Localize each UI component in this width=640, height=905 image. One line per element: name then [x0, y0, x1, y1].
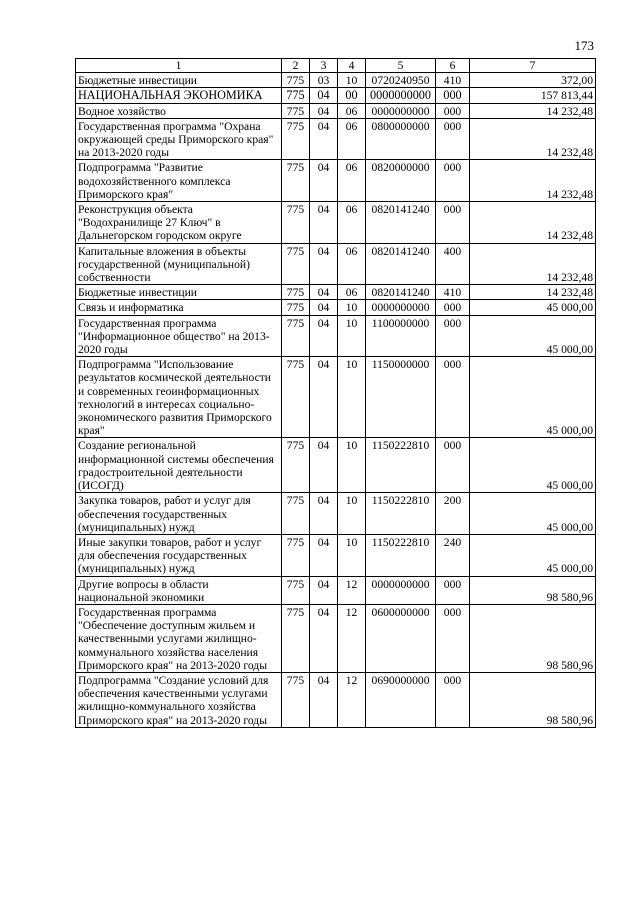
amount-cell: 98 580,96 — [470, 576, 596, 604]
admin-code-cell: 775 — [282, 73, 310, 88]
section-code-cell: 04 — [310, 285, 338, 300]
subsection-code-cell: 10 — [338, 73, 366, 88]
table-row — [76, 285, 596, 300]
table-row — [76, 160, 596, 202]
table-row — [76, 88, 596, 103]
item-name-cell: Капитальные вложения в объекты государственной (муниципальной) собственности — [76, 243, 282, 285]
item-name-cell: Другие вопросы в области национальной экономики — [76, 576, 282, 604]
amount-cell: 372,00 — [470, 73, 596, 88]
header-cell: 1 — [76, 59, 282, 73]
item-name-cell: Водное хозяйство — [76, 103, 282, 118]
section-code-cell: 04 — [310, 88, 338, 103]
amount-cell: 45 000,00 — [470, 534, 596, 576]
amount-cell: 45 000,00 — [470, 493, 596, 535]
admin-code-cell: 775 — [282, 576, 310, 604]
expense-type-cell: 410 — [436, 73, 470, 88]
expense-type-cell: 000 — [436, 160, 470, 202]
subsection-code-cell: 10 — [338, 300, 366, 315]
section-code-cell: 04 — [310, 534, 338, 576]
table-row — [76, 315, 596, 357]
table-row — [76, 672, 596, 727]
subsection-code-cell: 06 — [338, 103, 366, 118]
expense-type-cell: 240 — [436, 534, 470, 576]
expense-type-cell: 000 — [436, 604, 470, 672]
expense-type-cell: 000 — [436, 438, 470, 493]
amount-cell: 45 000,00 — [470, 315, 596, 357]
page-number: 173 — [574, 38, 594, 53]
admin-code-cell: 775 — [282, 88, 310, 103]
subsection-code-cell: 10 — [338, 315, 366, 357]
header-cell: 7 — [470, 59, 596, 73]
section-code-cell: 04 — [310, 202, 338, 244]
admin-code-cell: 775 — [282, 202, 310, 244]
admin-code-cell: 775 — [282, 315, 310, 357]
subsection-code-cell: 00 — [338, 88, 366, 103]
expense-type-cell: 000 — [436, 672, 470, 727]
subsection-code-cell: 06 — [338, 243, 366, 285]
subsection-code-cell: 10 — [338, 357, 366, 438]
section-code-cell: 04 — [310, 438, 338, 493]
table-row — [76, 103, 596, 118]
admin-code-cell: 775 — [282, 243, 310, 285]
section-code-cell: 04 — [310, 118, 338, 160]
target-article-cell: 0800000000 — [366, 118, 436, 160]
admin-code-cell: 775 — [282, 118, 310, 160]
admin-code-cell: 775 — [282, 672, 310, 727]
item-name-cell: Государственная программа "Обеспечение доступным жильем и качественными услугами жилищно-коммунального хозяйства населения Приморского края" на 2013-2020 годы — [76, 604, 282, 672]
admin-code-cell: 775 — [282, 534, 310, 576]
table-row — [76, 73, 596, 88]
target-article-cell: 0820141240 — [366, 202, 436, 244]
header-cell: 3 — [310, 59, 338, 73]
target-article-cell: 0820141240 — [366, 243, 436, 285]
admin-code-cell: 775 — [282, 160, 310, 202]
item-name-cell: Связь и информатика — [76, 300, 282, 315]
target-article-cell: 0720240950 — [366, 73, 436, 88]
admin-code-cell: 775 — [282, 300, 310, 315]
target-article-cell: 0000000000 — [366, 300, 436, 315]
table-body — [76, 59, 596, 728]
admin-code-cell: 775 — [282, 285, 310, 300]
subsection-code-cell: 10 — [338, 534, 366, 576]
item-name-cell: Реконструкция объекта "Водохранилище 27 Ключ" в Дальнегорском городском округе — [76, 202, 282, 244]
expense-type-cell: 000 — [436, 300, 470, 315]
target-article-cell: 1100000000 — [366, 315, 436, 357]
subsection-code-cell: 10 — [338, 493, 366, 535]
section-code-cell: 04 — [310, 300, 338, 315]
table-row — [76, 243, 596, 285]
expense-type-cell: 000 — [436, 103, 470, 118]
amount-cell: 14 232,48 — [470, 202, 596, 244]
expense-type-cell: 000 — [436, 357, 470, 438]
expense-type-cell: 000 — [436, 118, 470, 160]
amount-cell: 14 232,48 — [470, 103, 596, 118]
target-article-cell: 0820141240 — [366, 285, 436, 300]
table-row — [76, 438, 596, 493]
expense-type-cell: 410 — [436, 285, 470, 300]
item-name-cell: Бюджетные инвестиции — [76, 73, 282, 88]
subsection-code-cell: 06 — [338, 285, 366, 300]
item-name-cell: Подпрограмма "Развитие водохозяйственного комплекса Приморского края" — [76, 160, 282, 202]
table-row — [76, 534, 596, 576]
section-code-cell: 04 — [310, 493, 338, 535]
target-article-cell: 1150000000 — [366, 357, 436, 438]
amount-cell: 98 580,96 — [470, 672, 596, 727]
expense-type-cell: 200 — [436, 493, 470, 535]
budget-table — [75, 58, 596, 728]
table-row — [76, 493, 596, 535]
subsection-code-cell: 06 — [338, 118, 366, 160]
item-name-cell: Государственная программа "Охрана окружающей среды Приморского края" на 2013-2020 годы — [76, 118, 282, 160]
amount-cell: 14 232,48 — [470, 118, 596, 160]
amount-cell: 45 000,00 — [470, 357, 596, 438]
target-article-cell: 0600000000 — [366, 604, 436, 672]
admin-code-cell: 775 — [282, 103, 310, 118]
table-header-row — [76, 59, 596, 73]
subsection-code-cell: 12 — [338, 576, 366, 604]
expense-type-cell: 000 — [436, 576, 470, 604]
header-cell: 2 — [282, 59, 310, 73]
table-row — [76, 357, 596, 438]
item-name-cell: Подпрограмма "Создание условий для обеспечения качественными услугами жилищно-коммунального хозяйства Приморского края" на 2013-2020 годы — [76, 672, 282, 727]
amount-cell: 45 000,00 — [470, 438, 596, 493]
amount-cell: 98 580,96 — [470, 604, 596, 672]
table-row — [76, 604, 596, 672]
admin-code-cell: 775 — [282, 604, 310, 672]
header-cell: 6 — [436, 59, 470, 73]
target-article-cell: 1150222810 — [366, 493, 436, 535]
target-article-cell: 0820000000 — [366, 160, 436, 202]
section-code-cell: 04 — [310, 672, 338, 727]
subsection-code-cell: 10 — [338, 438, 366, 493]
section-code-cell: 04 — [310, 604, 338, 672]
target-article-cell: 0000000000 — [366, 88, 436, 103]
subsection-code-cell: 06 — [338, 202, 366, 244]
section-code-cell: 04 — [310, 576, 338, 604]
expense-type-cell: 000 — [436, 88, 470, 103]
item-name-cell: НАЦИОНАЛЬНАЯ ЭКОНОМИКА — [76, 88, 282, 103]
target-article-cell: 0000000000 — [366, 576, 436, 604]
expense-type-cell: 000 — [436, 202, 470, 244]
table-row — [76, 202, 596, 244]
admin-code-cell: 775 — [282, 493, 310, 535]
admin-code-cell: 775 — [282, 438, 310, 493]
item-name-cell: Создание региональной информационной системы обеспечения градостроительной деятельности (ИСОГД) — [76, 438, 282, 493]
amount-cell: 157 813,44 — [470, 88, 596, 103]
header-cell: 4 — [338, 59, 366, 73]
subsection-code-cell: 12 — [338, 604, 366, 672]
section-code-cell: 04 — [310, 160, 338, 202]
section-code-cell: 04 — [310, 315, 338, 357]
item-name-cell: Закупка товаров, работ и услуг для обеспечения государственных (муниципальных) нужд — [76, 493, 282, 535]
item-name-cell: Подпрограмма "Использование результатов космической деятельности и современных геоинформационных технологий в интересах социально-экономического развития Приморского края" — [76, 357, 282, 438]
admin-code-cell: 775 — [282, 357, 310, 438]
table-row — [76, 118, 596, 160]
section-code-cell: 04 — [310, 103, 338, 118]
item-name-cell: Иные закупки товаров, работ и услуг для обеспечения государственных (муниципальных) нужд — [76, 534, 282, 576]
expense-type-cell: 000 — [436, 315, 470, 357]
header-cell: 5 — [366, 59, 436, 73]
target-article-cell: 0690000000 — [366, 672, 436, 727]
expense-type-cell: 400 — [436, 243, 470, 285]
section-code-cell: 04 — [310, 243, 338, 285]
section-code-cell: 03 — [310, 73, 338, 88]
table-row — [76, 576, 596, 604]
amount-cell: 14 232,48 — [470, 160, 596, 202]
item-name-cell: Государственная программа "Информационное общество" на 2013-2020 годы — [76, 315, 282, 357]
target-article-cell: 1150222810 — [366, 438, 436, 493]
target-article-cell: 0000000000 — [366, 103, 436, 118]
target-article-cell: 1150222810 — [366, 534, 436, 576]
amount-cell: 14 232,48 — [470, 285, 596, 300]
subsection-code-cell: 06 — [338, 160, 366, 202]
subsection-code-cell: 12 — [338, 672, 366, 727]
item-name-cell: Бюджетные инвестиции — [76, 285, 282, 300]
amount-cell: 14 232,48 — [470, 243, 596, 285]
table-row — [76, 300, 596, 315]
amount-cell: 45 000,00 — [470, 300, 596, 315]
section-code-cell: 04 — [310, 357, 338, 438]
